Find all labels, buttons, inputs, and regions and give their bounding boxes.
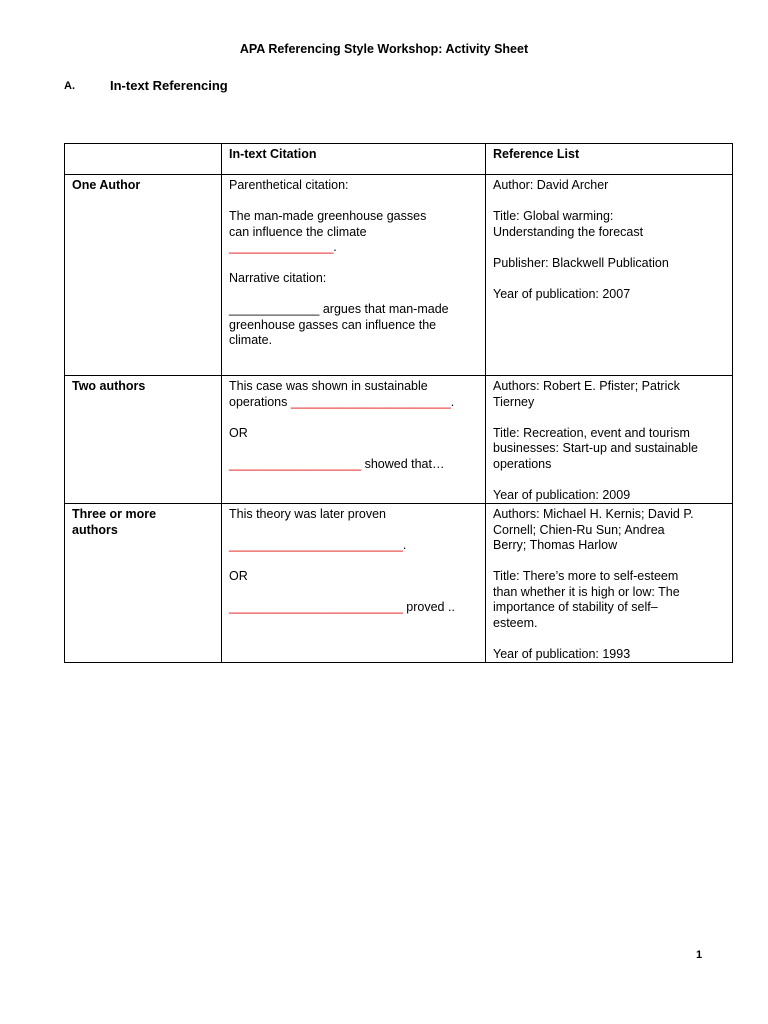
table-header-row bbox=[65, 144, 733, 175]
referencing-table bbox=[64, 143, 733, 663]
table-row-two-authors bbox=[65, 376, 733, 504]
reference-year: Year of publication: 2009 bbox=[493, 487, 631, 502]
reference-title-line-1: Title: Recreation, event and tourism bbox=[493, 425, 690, 440]
three-authors-line-3 bbox=[229, 600, 478, 616]
two-authors-blank-2[interactable]: ___________________ bbox=[229, 456, 362, 471]
narrative-label: Narrative citation: bbox=[229, 271, 327, 285]
two-authors-line-2-start: operations bbox=[229, 394, 291, 409]
row-label-one-author: One Author bbox=[65, 175, 222, 376]
reference-title-line-2: than whether it is high or low: The bbox=[493, 584, 680, 599]
page-number: 1 bbox=[696, 949, 703, 961]
two-authors-blank-1[interactable]: _______________________ bbox=[290, 394, 451, 409]
two-authors-period: . bbox=[450, 394, 455, 409]
narrative-line-2: greenhouse gasses can influence the bbox=[229, 317, 437, 332]
parenthetical-label: Parenthetical citation: bbox=[229, 178, 349, 192]
header-reference-list: Reference List bbox=[486, 144, 733, 175]
three-authors-or: OR bbox=[229, 569, 248, 583]
two-authors-line-3 bbox=[229, 457, 478, 473]
narrative-line-1-rest: argues that man-made bbox=[319, 302, 449, 316]
header-empty-cell bbox=[65, 144, 222, 175]
reference-publisher: Publisher: Blackwell Publication bbox=[493, 255, 669, 270]
reference-cell-two-authors bbox=[486, 376, 733, 504]
three-authors-line-1: This theory was later proven bbox=[229, 507, 387, 521]
three-authors-period: . bbox=[402, 538, 407, 552]
three-authors-blank-1[interactable]: _________________________ bbox=[229, 538, 403, 552]
three-authors-line-2 bbox=[229, 538, 478, 554]
reference-cell-three-authors bbox=[486, 504, 733, 663]
row-label-line-2: authors bbox=[72, 522, 118, 537]
two-authors-or: OR bbox=[229, 425, 248, 440]
reference-title-line-1: Title: Global warming: bbox=[493, 209, 614, 223]
reference-title-line-1: Title: There’s more to self-esteem bbox=[493, 569, 679, 583]
citation-cell-one-author bbox=[222, 175, 486, 376]
citation-cell-two-authors bbox=[222, 376, 486, 504]
table-row-three-or-more-authors bbox=[65, 504, 733, 663]
reference-year: Year of publication: 2007 bbox=[493, 286, 631, 301]
section-title: In-text Referencing bbox=[110, 78, 228, 93]
three-authors-line-3-rest: proved .. bbox=[402, 600, 455, 614]
two-authors-line-2 bbox=[229, 395, 478, 411]
row-label-line-1: Three or more bbox=[72, 507, 157, 521]
citation-cell-three-authors bbox=[222, 504, 486, 663]
reference-author: Author: David Archer bbox=[493, 178, 609, 192]
row-label-two-authors: Two authors bbox=[65, 376, 222, 504]
reference-cell-one-author bbox=[486, 175, 733, 376]
narrative-line-1 bbox=[229, 302, 478, 318]
row-label-three-or-more-authors bbox=[65, 504, 222, 663]
three-authors-blank-2[interactable]: _________________________ bbox=[229, 600, 403, 614]
reference-year: Year of publication: 1993 bbox=[493, 646, 631, 661]
parenthetical-blank[interactable]: _______________ bbox=[229, 240, 334, 254]
parenthetical-line-2: can influence the climate bbox=[229, 224, 367, 239]
reference-authors-line-3: Berry; Thomas Harlow bbox=[493, 538, 618, 552]
reference-authors-line-1: Authors: Michael H. Kernis; David P. bbox=[493, 507, 694, 521]
parenthetical-blank-line bbox=[229, 240, 478, 256]
parenthetical-period: . bbox=[333, 240, 337, 254]
document-title: APA Referencing Style Workshop: Activity Sheet bbox=[239, 42, 529, 56]
reference-title-line-3: importance of stability of self– bbox=[493, 600, 658, 614]
narrative-blank[interactable]: _____________ bbox=[229, 302, 320, 316]
reference-title-line-3: operations bbox=[493, 456, 552, 471]
reference-title-line-2: Understanding the forecast bbox=[493, 224, 644, 239]
reference-authors-line-1: Authors: Robert E. Pfister; Patrick bbox=[493, 379, 680, 393]
reference-authors-line-2: Tierney bbox=[493, 394, 535, 409]
reference-title-line-4: esteem. bbox=[493, 615, 538, 630]
reference-authors-line-2: Cornell; Chien-Ru Sun; Andrea bbox=[493, 522, 665, 537]
two-authors-line-1: This case was shown in sustainable bbox=[229, 379, 428, 393]
section-marker: A. bbox=[64, 80, 75, 92]
narrative-line-3: climate. bbox=[229, 333, 273, 347]
parenthetical-line-1: The man-made greenhouse gasses bbox=[229, 209, 427, 223]
table-row-one-author bbox=[65, 175, 733, 376]
reference-title-line-2: businesses: Start-up and sustainable bbox=[493, 441, 698, 455]
header-in-text-citation: In-text Citation bbox=[222, 144, 486, 175]
two-authors-line-3-rest: showed that… bbox=[361, 456, 445, 471]
